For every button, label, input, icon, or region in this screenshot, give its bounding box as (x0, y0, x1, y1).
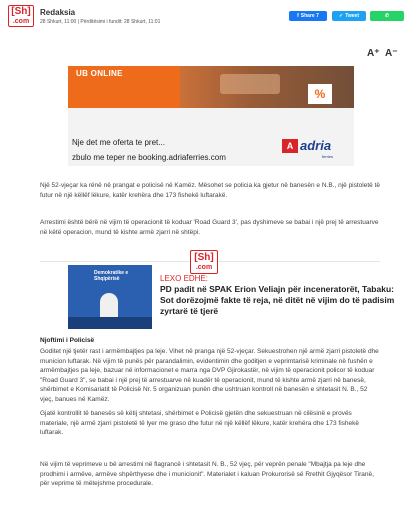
related-logo-com: .com (195, 264, 213, 271)
related-article-link[interactable]: PD padit në SPAK Erion Veliajn për inceneratorët, Tabaku: Sot dorëzojmë fakte të reja, në ditët në vijim do të padisim zyrtarë të tjerë (160, 284, 395, 316)
facebook-icon: f (297, 13, 299, 19)
adria-logo-icon: A (282, 139, 298, 153)
section-heading: Njoftimi i Policisë (40, 337, 95, 344)
article-paragraph-1: Një 52-vjeçar ka rënë në prangat e policisë në Kamëz. Mësohet se policia ka gjetur në banesën e N.B., një pistoletë të futur në një këllëf lëkure, katër krehëra dhe 173 fishekë luftarakë. (40, 182, 381, 199)
twitter-icon: ✓ (338, 13, 344, 19)
article-header (0, 0, 412, 30)
logo-sh: [Sh] (11, 6, 31, 17)
ad-brand: UB ONLINE (76, 69, 123, 78)
related-thumbnail-caption: Demokratike e Shqipërisë (94, 270, 129, 282)
article-paragraph-3: Goditet një tjetër rast i armëmbajtjes pa leje. Vihet në pranga një 52-vjeçar. Sekuestrohen një armë zjarri pistoletë dhe municion luftarak. Në vijim të punës për parandalimin, evidentimin dhe goditjen e veprimtarisë kriminale në fushën e armëmbajtjes pa leje, bazuar në informacionet e marra nga DVP Gjirokastër, në vijim të operacionit policor të koduar "Road Guard 3", se babai i një prej të arrestuarve në kuadër të operacionit, mund të kishte armë zjarri në banesë, shërbimet e Komisariatit të Policisë Nr. 5 organizuan punën dhe ushtruan kontroll në banesën e shtetasit N. B., 52 vjeç, banues në Kamëz. (40, 348, 379, 403)
article-paragraph-2: Arrestimi është bërë në vijim të operacionit të koduar 'Road Guard 3', pas dyshimeve se babai i një prej të arrestuarve në këtë operacion, mund të kishte armë zjarri në shtëpi. (40, 219, 379, 236)
adria-ferries-logo (282, 138, 331, 153)
site-logo[interactable] (8, 5, 34, 27)
related-thumbnail[interactable] (68, 265, 152, 329)
ad-headline: Nje det me oferta te pret... (72, 138, 165, 147)
author-name[interactable]: Redaksia (40, 8, 76, 17)
font-decrease-button[interactable]: A⁻ (385, 48, 398, 59)
related-label: LEXO EDHE: (160, 274, 209, 283)
percent-icon: % (308, 84, 332, 104)
adria-logo-text: adria (300, 138, 332, 153)
related-logo (190, 250, 218, 274)
whatsapp-share-button[interactable] (370, 11, 404, 21)
whatsapp-icon: ✆ (384, 13, 390, 19)
ad-banner[interactable] (68, 66, 354, 166)
article-paragraph-5: Në vijim të veprimeve u bë arrestimi në flagrancë i shtetasit N. B., 52 vjeç, për veprën penale "Mbajtja pa leje dhe prodhimi i armëve, armëve shpërthyese dhe i municionit". Materialet i kaluan Prokurorisë së Rrethit Gjyqësor Tiranë, për veprime të mëtejshme procedurale. (40, 461, 374, 487)
twitter-share-label: Tweet (345, 13, 359, 19)
related-logo-sh: [Sh] (194, 252, 214, 263)
article-paragraph-4: Gjatë kontrollit të banesës së këtij shtetasi, shërbimet e Policisë gjetën dhe sekuestruan në cilësinë e provës materiale, një armë zjarri pistoletë të lyer me graso dhe futur në një këllëf lëkure, katër krehëra dhe 173 fishekë luftarak. (40, 410, 360, 436)
font-increase-button[interactable]: A⁺ (367, 48, 380, 59)
thumbnail-desk (68, 317, 152, 329)
publish-meta: 28 Shkurt, 11:00 | Përditësimi i fundit: 28 Shkurt, 11:01 (40, 19, 161, 25)
logo-com: .com (12, 18, 30, 25)
facebook-share-label: Share 7 (300, 13, 319, 19)
twitter-share-button[interactable] (332, 11, 366, 21)
facebook-share-button[interactable] (289, 11, 327, 21)
adria-logo-sub: ferries (322, 154, 334, 159)
ad-link-text[interactable]: zbulo me teper ne booking.adriaferries.com (72, 153, 226, 162)
